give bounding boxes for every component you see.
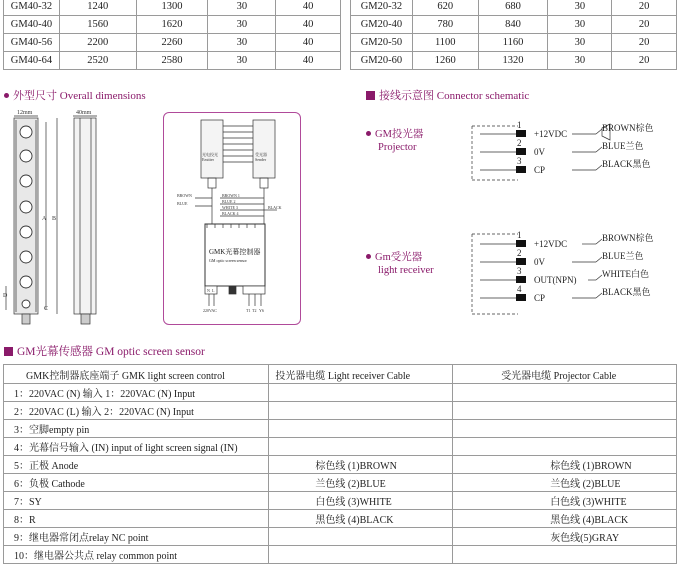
pin-number: 2 <box>517 138 522 148</box>
table-cell: GM40-56 <box>4 34 60 52</box>
dim-c-label: C <box>44 306 49 312</box>
dimensions-drawing <box>0 104 160 334</box>
pin-number: 1 <box>517 230 522 240</box>
wire-color: WHITE白色 <box>602 269 649 279</box>
table-cell <box>269 420 453 438</box>
table-cell: 兰色线 (2)BLUE <box>269 474 453 492</box>
wire-label: BROWN 1 <box>222 193 240 198</box>
table-cell: 20 <box>612 52 677 70</box>
table-cell: 20 <box>612 34 677 52</box>
table-cell <box>453 384 677 402</box>
table-cell: 30 <box>208 34 276 52</box>
table-cell: GM20-60 <box>351 52 413 70</box>
table-row <box>4 402 677 420</box>
wire-label: BROWN <box>177 193 192 198</box>
wire-color: BROWN棕色 <box>602 123 654 133</box>
projector-name: GM投光器 <box>375 129 424 140</box>
wire-color: BLACK黑色 <box>602 159 651 169</box>
column-header: 投光器电缆 Light receiver Cable <box>269 365 453 384</box>
table-cell: 8：R <box>4 510 269 528</box>
sensor-title: GM光幕传感器 GM optic screen sensor <box>4 343 205 359</box>
table-cell: 4：光幕信号输入 (IN) input of light screen signal (IN) <box>4 438 269 456</box>
table-cell: GM20-32 <box>351 0 413 16</box>
table-cell: 白色线 (3)WHITE <box>269 492 453 510</box>
table-cell: GM40-64 <box>4 52 60 70</box>
table-row <box>4 0 341 16</box>
table-cell <box>269 528 453 546</box>
pin-signal: 0V <box>534 257 545 267</box>
table-cell <box>453 402 677 420</box>
table-cell: 780 <box>412 16 478 34</box>
terminal-label: 220VAC <box>203 308 217 313</box>
pin-signal: +12VDC <box>534 129 568 139</box>
table-cell: 1260 <box>412 52 478 70</box>
table-cell: 40 <box>276 52 341 70</box>
table-cell: 30 <box>548 34 612 52</box>
receiver-name-en: light receiver <box>378 265 434 276</box>
table-row <box>4 456 677 474</box>
wire-label: BLUE 2 <box>222 199 236 204</box>
table-cell: GM40-32 <box>4 0 60 16</box>
table-row <box>4 420 677 438</box>
table-cell <box>453 438 677 456</box>
table-row <box>4 438 677 456</box>
table-cell: 1300 <box>136 0 208 16</box>
table-cell <box>269 402 453 420</box>
table-cell: 840 <box>478 16 548 34</box>
table-cell: 9：继电器常闭点relay NC point <box>4 528 269 546</box>
pin-signal: CP <box>534 165 546 175</box>
table-cell: 灰色线(5)GRAY <box>453 528 677 546</box>
table-cell: 6：负极 Cathode <box>4 474 269 492</box>
emitter-sub: Emitter <box>202 157 214 162</box>
table-cell: 30 <box>208 0 276 16</box>
pin-signal: 0V <box>534 147 545 157</box>
table-cell: 20 <box>612 16 677 34</box>
table-row <box>351 52 677 70</box>
table-row <box>4 52 341 70</box>
sender-sub: Sender <box>255 157 267 162</box>
spec-table-right <box>350 0 677 70</box>
dim-a-label: A <box>42 216 47 222</box>
pin-number: 2 <box>517 248 522 258</box>
table-cell: 白色线 (3)WHITE <box>453 492 677 510</box>
table-row <box>4 34 341 52</box>
table-cell: 1560 <box>59 16 136 34</box>
terminal-label: T1 <box>246 308 251 313</box>
table-cell: 30 <box>208 52 276 70</box>
table-cell: 1100 <box>412 34 478 52</box>
table-cell: 30 <box>208 16 276 34</box>
table-cell: 620 <box>412 0 478 16</box>
controller-box-sub: GM optic screen sensor <box>209 258 247 263</box>
column-header: 受光器电缆 Projector Cable <box>453 365 677 384</box>
receiver-schematic <box>470 228 680 320</box>
table-row <box>351 34 677 52</box>
projector-schematic <box>470 118 680 186</box>
table-cell <box>269 384 453 402</box>
dim-b-label: B <box>52 216 57 222</box>
width-a-label: 12mm <box>17 110 33 116</box>
bullet-icon <box>366 254 371 259</box>
table-row <box>351 0 677 16</box>
table-cell: 10：继电器公共点 relay common point <box>4 546 269 564</box>
projector-group <box>366 128 423 154</box>
bullet-icon <box>4 93 9 98</box>
table-cell <box>453 546 677 564</box>
table-cell <box>269 438 453 456</box>
wire-color: BLUE兰色 <box>602 141 644 151</box>
width-b-label: 40mm <box>76 110 92 116</box>
controller-drawing <box>165 114 297 321</box>
spec-table-left <box>3 0 341 70</box>
pin-number: 1 <box>517 120 522 130</box>
table-cell: 7：SY <box>4 492 269 510</box>
connector-title: 接线示意图 Connector schematic <box>366 87 529 103</box>
table-cell: 1240 <box>59 0 136 16</box>
emitter-label: 光电投光 <box>202 152 218 157</box>
table-row <box>4 16 341 34</box>
wire-color: BROWN棕色 <box>602 233 654 243</box>
table-cell: 兰色线 (2)BLUE <box>453 474 677 492</box>
table-cell <box>453 420 677 438</box>
pin-number: 3 <box>517 266 522 276</box>
table-cell: 1320 <box>478 52 548 70</box>
dim-d-label: D <box>3 293 8 299</box>
table-cell: 40 <box>276 34 341 52</box>
table-cell: GM20-50 <box>351 34 413 52</box>
wire-label: BLUE <box>177 201 188 206</box>
bullet-square-icon <box>366 91 375 100</box>
wire-label: WHITE 3 <box>222 205 238 210</box>
table-cell: 1160 <box>478 34 548 52</box>
table-cell: 2200 <box>59 34 136 52</box>
table-cell: 1620 <box>136 16 208 34</box>
table-cell: 30 <box>548 16 612 34</box>
pin-signal: CP <box>534 293 546 303</box>
table-cell: 3：空脚empty pin <box>4 420 269 438</box>
table-cell: 黑色线 (4)BLACK <box>269 510 453 528</box>
wire-label: BLACK 4 <box>222 211 239 216</box>
controller-box-title: GMK光幕控制器 <box>209 248 261 256</box>
table-cell: 30 <box>548 52 612 70</box>
bullet-square-icon <box>4 347 13 356</box>
table-cell: 2260 <box>136 34 208 52</box>
table-row <box>4 510 677 528</box>
receiver-name: Gm受光器 <box>375 252 423 263</box>
table-cell: 1：220VAC (N) 输入 1：220VAC (N) Input <box>4 384 269 402</box>
table-cell: 黑色线 (4)BLACK <box>453 510 677 528</box>
column-header: GMK控制器底座端子 GMK light screen control <box>4 365 269 384</box>
table-cell: 棕色线 (1)BROWN <box>269 456 453 474</box>
table-cell: 棕色线 (1)BROWN <box>453 456 677 474</box>
dimensions-title: 外型尺寸 Overall dimensions <box>4 87 146 103</box>
pin-signal: OUT(NPN) <box>534 275 577 285</box>
table-cell: 680 <box>478 0 548 16</box>
table-cell: GM40-40 <box>4 16 60 34</box>
terminal-label: Y6 <box>259 308 264 313</box>
terminal-label: N <box>207 288 210 293</box>
sender-label: 受光器 <box>255 152 267 157</box>
table-row <box>4 474 677 492</box>
table-cell <box>269 546 453 564</box>
wire-color: BLUE兰色 <box>602 251 644 261</box>
table-row <box>4 492 677 510</box>
table-row <box>351 16 677 34</box>
projector-name-en: Projector <box>378 142 417 153</box>
table-cell: 40 <box>276 16 341 34</box>
bullet-icon <box>366 131 371 136</box>
pin-signal: +12VDC <box>534 239 568 249</box>
pin-number: 4 <box>517 284 522 294</box>
pin-number: 3 <box>517 156 522 166</box>
table-cell: 20 <box>612 0 677 16</box>
table-cell: 2580 <box>136 52 208 70</box>
table-cell: GM20-40 <box>351 16 413 34</box>
table-row <box>4 384 677 402</box>
table-cell: 40 <box>276 0 341 16</box>
sensor-table <box>3 364 677 564</box>
table-cell: 5：正极 Anode <box>4 456 269 474</box>
wire-label: BLACK <box>268 205 282 210</box>
table-row <box>4 528 677 546</box>
table-cell: 2：220VAC (L) 输入 2：220VAC (N) Input <box>4 402 269 420</box>
terminal-label: L <box>212 288 215 293</box>
table-cell: 30 <box>548 0 612 16</box>
table-header-row <box>4 365 677 384</box>
table-cell: 2520 <box>59 52 136 70</box>
terminal-label: T2 <box>252 308 257 313</box>
receiver-group <box>366 251 434 277</box>
wire-color: BLACK黑色 <box>602 287 651 297</box>
table-row <box>4 546 677 564</box>
